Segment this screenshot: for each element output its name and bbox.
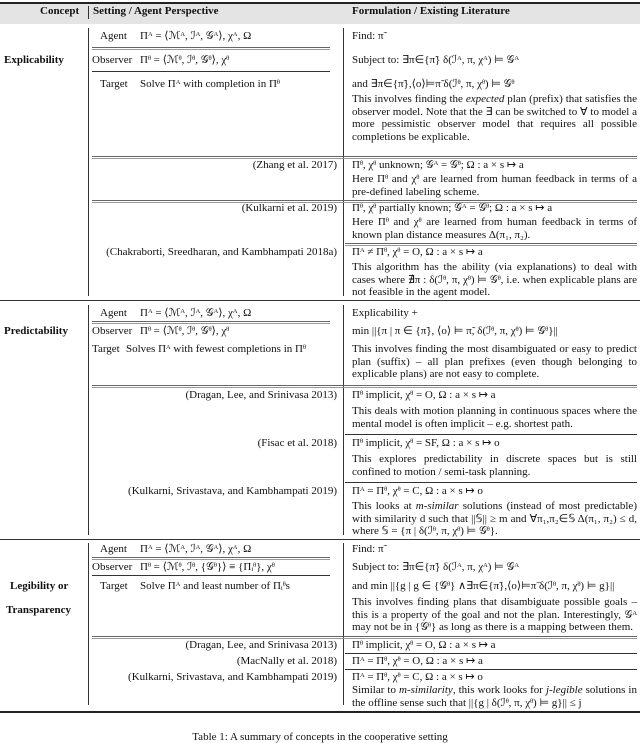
ref-description [352,500,637,538]
agent-formula: Πᴬ = ⟨ℳᴬ, ℐᴬ, 𝒢ᴬ⟩, χᴬ, Ω [140,307,252,319]
row-divider [345,669,637,670]
concept-label: Legibility or [10,580,69,592]
row-divider [92,557,330,560]
citation: (Kulkarni, Srivastava, and Kambhampati 2019) [128,671,337,683]
target-formula: Solves Πᴬ with fewest completions in Πᶿ [126,343,306,355]
observer-label: Observer [92,561,133,573]
citation: (Fisac et al. 2018) [257,437,337,449]
agent-label: Agent [100,307,127,319]
citation: (Dragan, Lee, and Srinivasa 2013) [185,389,337,401]
agent-label: Agent [100,30,127,42]
header-formulation: Formulation / Existing Literature [352,5,510,17]
row-divider [92,321,330,324]
formulation-subject-to: Subject to: ∃π∈{π̃} δ(ℐᴬ, π, χᴬ) ⊨ 𝒢ᴬ [352,561,520,573]
desc-emphasis: m-similarity [399,684,453,696]
ref-description [352,684,637,709]
desc-emphasis: m-similar [415,500,459,512]
formulation-and: and ∃π∈{π̃},⟨o⟩⊨π̃ δ(ℐᶿ, π, χᶿ) ⊨ 𝒢ᶿ [352,78,515,90]
ref-formula: Πᴬ = Πᶿ, χᶿ = C, Ω : a × s ↦ o [352,485,483,497]
ref-description: Here Πᶿ and χᶿ are learned from human feedback in terms of a pre-defined labeling scheme. [352,173,637,198]
desc-text: solutions in the offline sense such that ||{g | δ(ℐᶿ, π, χᶿ) ⊨ g}|| ≤ j [352,684,637,709]
formulation-subject-to: Subject to: ∃π∈{π̃} δ(ℐᴬ, π, χᴬ) ⊨ 𝒢ᴬ [352,54,520,66]
observer-label: Observer [92,325,133,337]
target-label: Target [92,343,120,355]
target-label: Target [100,580,128,592]
target-formula: Solve Πᴬ and least number of Πᵢᶿs [140,580,290,592]
table-bottom-rule [0,711,640,713]
formulation-find: Find: π̃ [352,543,384,555]
agent-formula: Πᴬ = ⟨ℳᴬ, ℐᴬ, 𝒢ᴬ⟩, χᴬ, Ω [140,30,252,42]
column-divider [88,28,89,296]
desc-text: This looks at [352,500,416,512]
citation: (Dragan, Lee, and Srinivasa 2013) [185,639,337,651]
formulation-description [352,93,637,143]
desc-text: plan (prefix) that satisfies the observer model. Note that the ∃ can be switched to ∀ to model a more pessimistic observer model that requires all possible completions be explicable. [352,93,637,143]
formulation-and: and min ||{g | g ∈ {𝒢ᶿ} ∧∃π∈{π̃},⟨o⟩⊨π̃ δ(ℐᶿ, π, χᶿ) ⊨ g}|| [352,580,615,592]
observer-formula: Πᶿ = ⟨ℳᶿ, ℐᶿ, {𝒢ᶿ}⟩ ≡ {Πᵢᶿ}, χᶿ [140,561,275,573]
ref-description: This algorithm has the ability (via explanations) to deal with cases where ∄π : δ(ℐᶿ, π, χᶿ) ⊨ 𝒢ᶿ, i.e. when explicable plans are not feasible in the agent model. [352,261,637,298]
column-divider [88,305,89,535]
desc-text: Similar to [352,684,400,696]
row-divider [92,385,637,388]
observer-formula: Πᶿ = ⟨ℳᶿ, ℐᶿ, 𝒢ᶿ⟩, χᶿ [140,54,230,66]
section-divider [0,300,640,301]
row-divider [92,71,330,72]
concept-label: Transparency [6,604,71,616]
row-divider [345,434,637,435]
concept-label: Predictability [4,325,68,337]
row-divider [92,575,330,576]
desc-emphasis: j-legible [545,684,583,696]
concept-label: Explicability [4,54,64,66]
column-divider [88,6,89,19]
ref-formula: Πᶿ implicit, χᶿ = O, Ω : a × s ↦ a [352,389,496,401]
target-formula: Solve Πᴬ with completion in Πᶿ [140,78,280,90]
column-divider [343,305,344,535]
citation: (Kulkarni, Srivastava, and Kambhampati 2019) [128,485,337,497]
ref-formula: Πᶿ implicit, χᶿ = SF, Ω : a × s ↦ o [352,437,500,449]
row-divider [345,653,637,654]
desc-text: solutions (instead of most predictable) with similarity d such that ||𝕊|| ≥ m and ∀π₁,π₂∈𝕊 Δ(π₁, π₂) ≤ d, where 𝕊 = {π | δ(ℐᶿ, π, χᶿ) ⊨ 𝒢ᶿ}. [352,500,637,537]
ref-formula: Πᴬ = Πᶿ, χᶿ = C, Ω : a × s ↦ o [352,671,483,683]
citation: (MacNally et al. 2018) [236,655,337,667]
formulation-explicability-plus: Explicability + [352,307,418,319]
observer-label: Observer [92,54,133,66]
citation: (Kulkarni et al. 2019) [241,202,337,214]
row-divider [92,47,330,50]
column-divider [343,28,344,296]
agent-formula: Πᴬ = ⟨ℳᴬ, ℐᴬ, 𝒢ᴬ⟩, χᴬ, Ω [140,543,252,555]
column-divider [343,543,344,705]
agent-label: Agent [100,543,127,555]
ref-formula: Πᴬ = Πᶿ, χᶿ = O, Ω : a × s ↦ a [352,655,483,667]
citation: (Chakraborti, Sreedharan, and Kambhampati 2018a) [106,246,337,258]
desc-text: This involves finding the [352,93,466,105]
ref-description: This deals with motion planning in continuous spaces where the mental model is often implicit – e.g. shortest path. [352,405,637,430]
desc-emphasis: expected [465,93,505,105]
section-divider [0,539,640,540]
ref-formula: Πᶿ implicit, χᶿ = O, Ω : a × s ↦ a [352,639,496,651]
ref-formula: Πᶿ, χᶿ unknown; 𝒢ᴬ = 𝒢ᶿ; Ω : a × s ↦ a [352,159,524,171]
ref-description: This explores predictability in discrete spaces but is still confined to motion / semi-task planning. [352,453,637,478]
header-concept: Concept [40,5,80,17]
ref-formula: Πᶿ, χᶿ partially known; 𝒢ᴬ = 𝒢ᶿ; Ω : a × s ↦ a [352,202,553,214]
table-caption: Table 1: A summary of concepts in the cooperative setting [192,731,448,743]
header-setting: Setting / Agent Perspective [93,5,219,17]
ref-formula: Πᴬ ≠ Πᶿ, χᶿ = O, Ω : a × s ↦ a [352,246,483,258]
formulation-description: This involves finding plans that disambiguate possible goals – this is a property of the goal and not the plan. Interestingly, 𝒢ᴬ may not be in {𝒢ᶿ} as long as there is a mapping between them. [352,596,637,633]
formulation-min: min ||{π | π ∈ {π̃}, ⟨o⟩ ⊨ π̃, δ(ℐᶿ, π, χᶿ) ⊨ 𝒢ᶿ}|| [352,325,558,337]
target-label: Target [100,78,128,90]
ref-description: Here Πᶿ and χᶿ are learned from human feedback in terms of known plan distance measures Δ(π₁, π₂). [352,216,637,241]
desc-text: , this work looks for [452,684,546,696]
column-divider [88,543,89,705]
formulation-description: This involves finding the most disambiguated or easy to predict plan (suffix) – all plan prefixes (even though belonging to explicable plans) are not easy to complete. [352,343,637,380]
citation: (Zhang et al. 2017) [252,159,337,171]
observer-formula: Πᶿ = ⟨ℳᶿ, ℐᶿ, 𝒢ᶿ⟩, χᶿ [140,325,230,337]
formulation-find: Find: π̃ [352,30,384,42]
row-divider [345,482,637,483]
